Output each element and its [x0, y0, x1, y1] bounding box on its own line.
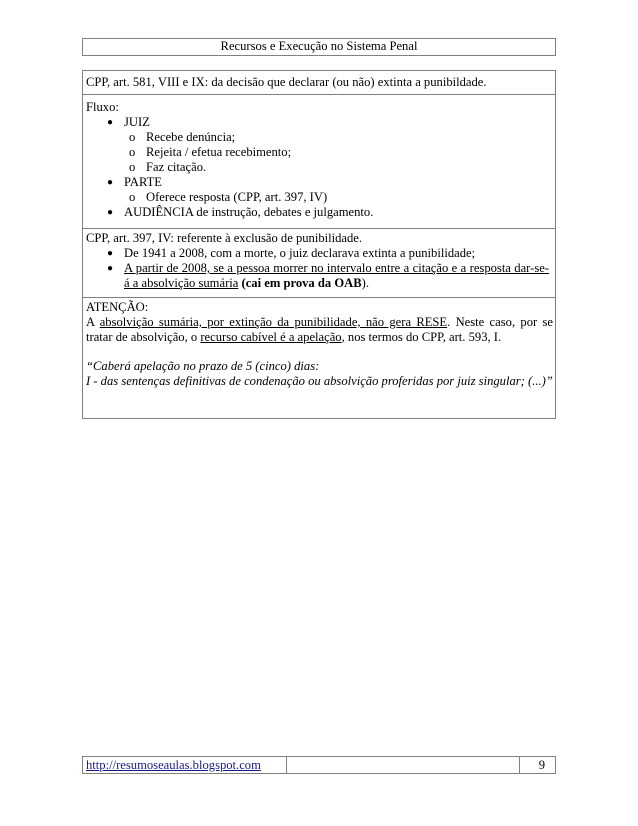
list-item: ● AUDIÊNCIA de instrução, debates e julgamento. — [107, 205, 374, 219]
flow-heading: Fluxo: — [86, 100, 119, 114]
list-item: o Recebe denúncia; — [129, 130, 236, 144]
blog-link[interactable]: http://resumoseaulas.blogspot.com — [86, 758, 261, 772]
flow-box — [83, 100, 555, 228]
list-item: ● A partir de 2008, se a pessoa morrer no intervalo entre a citação e a resposta dar-se-á a absolvição sumária (cai em prova da OAB). — [107, 261, 549, 290]
list-item: o Oferece resposta (CPP, art. 397, IV) — [129, 190, 328, 204]
footer-divider — [286, 757, 287, 773]
list-item: o Rejeita / efetua recebimento; — [129, 145, 292, 159]
page-footer — [82, 756, 556, 774]
list-item: o Faz citação. — [129, 160, 207, 174]
list-item: ● PARTE — [107, 175, 162, 189]
flow-list — [83, 115, 555, 220]
article-581-text: CPP, art. 581, VIII e IX: da decisão que declarar (ou não) extinta a punibildade. — [86, 75, 487, 89]
list-item: ● JUIZ — [107, 115, 150, 129]
article-397-list — [83, 246, 555, 291]
footer-divider — [519, 757, 520, 773]
list-item: ● De 1941 a 2008, com a morte, o juiz declarava extinta a punibilidade; — [107, 246, 476, 260]
page-header — [82, 38, 556, 56]
article-581-box — [83, 75, 555, 94]
attention-box — [83, 300, 555, 418]
article-397-heading: CPP, art. 397, IV: referente à exclusão de punibilidade. — [86, 231, 363, 245]
document-body — [82, 70, 556, 419]
quote-line-1: “Caberá apelação no prazo de 5 (cinco) dias: — [86, 359, 320, 373]
attention-paragraph: A absolvição sumária, por extinção da punibilidade, não gera RESE. Neste caso, por se tratar de absolvição, o recurso cabível é a apelação, nos termos do CPP, art. 593, I. — [86, 315, 553, 344]
page-number: 9 — [538, 758, 545, 772]
article-397-box — [83, 231, 555, 297]
header-title: Recursos e Execução no Sistema Penal — [220, 39, 418, 53]
attention-heading: ATENÇÃO: — [86, 300, 149, 314]
quote-line-2: I - das sentenças definitivas de condenação ou absolvição proferidas por juiz singular; (...)” — [86, 374, 553, 388]
